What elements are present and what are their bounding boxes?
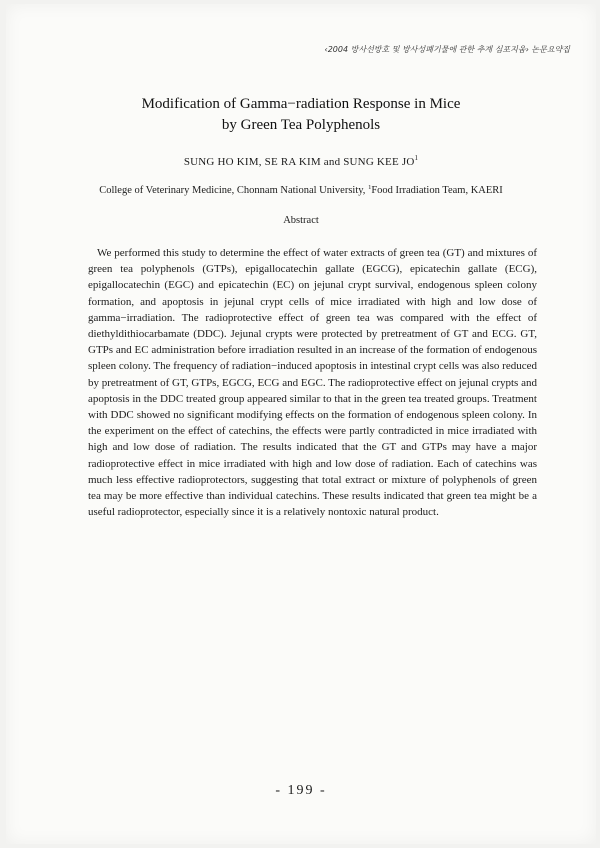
abstract-heading: Abstract — [283, 215, 319, 226]
authors-text: SUNG HO KIM, SE RA KIM and SUNG KEE JO — [183, 156, 415, 168]
abstract-body: We performed this study to determine the effect of water extracts of green tea (GT) and mixtures of green tea polyphenols (GTPs), epigallocatechin gallate (EGCG), epicatechin gallate (ECG), epigallocatechin (EGC) and epicatechin (EC) on jejunal crypt survival, endogenous spleen colony formation, and apoptosis in jejunal crypt cells of mice irradiated with high and low dose of gamma−irradiation. The radioprotective effect of green tea was compared with the effect of diethyldithiocarbamate (DDC). Jejunal crypts were protected by pretreatment of GT and ECG. GT, GTPs and EC administration before irradiation resulted in an increase of the formation of endogenous spleen colony. The frequency of radiation−induced apoptosis in intestinal crypt cells was also reduced by pretreatment of GT, GTPs, EGCG, ECG and EGC. The radioprotective effect on jejunal crypts and apoptosis in the DDC treated group appeared similar to that in the green tea treated groups. Treatment with DDC showed no significant modifying effects on the formation of endogenous spleen colony. In the experiment on the effect of catechins, the effects were partly contradicted in mice irradiated with high and low dose of radiation. The results indicated that the GT and GTPs may have a major radioprotective effect in mice irradiated with high and low dose of radiation. Each of catechins was much less effective radioprotectors, suggesting that total extract or mixture of polyphenols of green tea may be more effective than individual catechins. These results indicated that green tea might be a useful radioprotector, especially since it is a relatively nontoxic natural product. — [88, 247, 537, 519]
paper-title — [6, 94, 596, 136]
affiliation-main: College of Veterinary Medicine, Chonnam National University, — [99, 185, 369, 196]
document-page — [6, 4, 596, 844]
affiliation-superscript: 1 — [368, 184, 372, 191]
title-line-2: by Green Tea Polyphenols — [221, 117, 381, 133]
affiliation-second: Food Irradiation Team, KAERI — [371, 185, 503, 196]
title-line-1: Modification of Gamma−radiation Response in Mice — [141, 96, 461, 112]
affiliation — [6, 184, 596, 196]
author-superscript: 1 — [414, 154, 419, 162]
author-list — [6, 154, 596, 168]
page-number: - 199 - — [275, 783, 327, 798]
proceedings-header: ‹2004 방사선방호 및 방사성폐기물에 관한 추계 심포지움› 논문요약집 — [324, 45, 570, 54]
